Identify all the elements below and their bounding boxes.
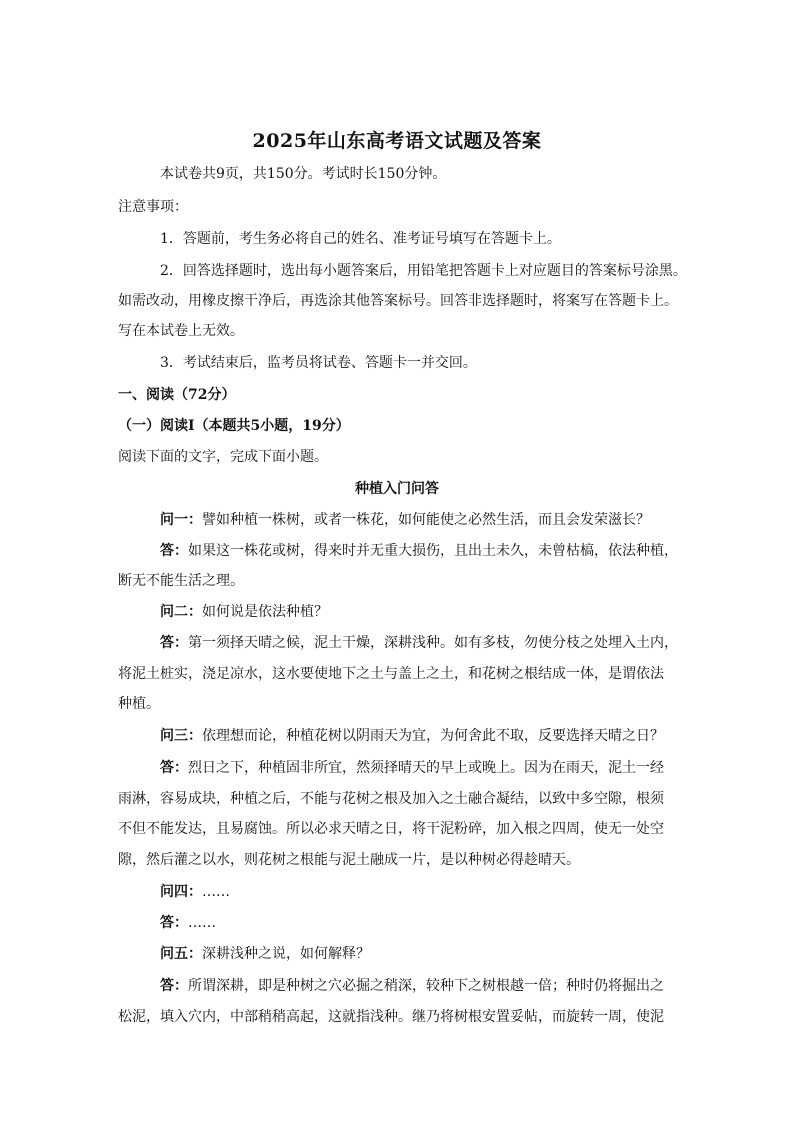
qa-label: 问五：: [160, 946, 202, 962]
qa-text: 种植。: [118, 696, 160, 712]
qa-line: [118, 850, 678, 870]
note-1: 1．答题前，考生务必将自己的姓名、准考证号填写在答题卡上。: [160, 231, 561, 247]
qa-text: 隙，然后灌之以水，则花树之根能与泥土融成一片，是以种树必得趁晴天。: [118, 852, 580, 868]
qa-text: 松泥，填入穴内，中部稍稍高起，这就指浅种。继乃将树根安置妥帖，而旋转一周，使泥: [118, 1009, 664, 1025]
qa-line: [118, 664, 678, 684]
qa-text: 烈日之下，种植固非所宜，然须择晴天的早上或晚上。因为在雨天，泥土一经: [188, 760, 664, 776]
qa-text: 将泥土桩实，浇足凉水，这水要使地下之土与盖上之土，和花树之根结成一体，是谓依法: [118, 666, 664, 682]
qa-label: 答：: [160, 978, 188, 994]
sub-section-heading: （一）阅读Ⅰ（本题共5小题，19分）: [118, 418, 350, 434]
passage-title: 种植入门问答: [355, 481, 439, 497]
notes-heading: 注意事项：: [118, 199, 188, 215]
qa-text: 所谓深耕，即是种树之穴必掘之稍深，较种下之树根越一倍；种时仍将掘出之: [188, 978, 664, 994]
qa-line: [160, 882, 720, 902]
instruction-text: 阅读下面的文字，完成下面小题。: [118, 449, 328, 465]
note-3: 3．考试结束后，监考员将试卷、答题卡一并交回。: [160, 355, 477, 371]
note-2-line-3: 写在本试卷上无效。: [118, 323, 244, 339]
qa-line: [160, 633, 720, 653]
qa-text: ……: [188, 915, 216, 931]
section-heading: 一、阅读（72分）: [118, 387, 236, 403]
qa-label: 答：: [160, 915, 188, 931]
qa-line: [160, 541, 720, 561]
qa-line: [160, 913, 720, 933]
note-2-line-2: 如需改动，用橡皮擦干净后，再选涂其他答案标号。回答非选择题时，将案写在答题卡上。: [118, 293, 678, 309]
qa-label: 答：: [160, 543, 188, 559]
qa-label: 问三：: [160, 728, 202, 744]
qa-text: 雨淋，容易成块，种植之后，不能与花树之根及加入之土融合凝结，以致中多空隙，根须: [118, 791, 664, 807]
qa-text: ……: [202, 884, 230, 900]
qa-line: [160, 944, 720, 964]
qa-text: 断无不能生活之理。: [118, 573, 244, 589]
qa-text: 依理想而论，种植花树以阴雨天为宜，为何舍此不取，反要选择天晴之日？: [202, 728, 664, 744]
qa-label: 问二：: [160, 604, 202, 620]
qa-line: [118, 789, 678, 809]
qa-text: 譬如种植一株树，或者一株花，如何能使之必然生活，而且会发荣滋长？: [202, 512, 650, 528]
qa-text: 不但不能发达，且易腐蚀。所以必求天晴之日，将干泥粉碎，加入根之四周，使无一处空: [118, 821, 664, 837]
qa-line: [160, 602, 720, 622]
qa-label: 答：: [160, 635, 188, 651]
qa-line: [160, 758, 720, 778]
qa-line: [160, 510, 720, 530]
qa-text: 深耕浅种之说，如何解释？: [202, 946, 370, 962]
qa-line: [160, 726, 720, 746]
qa-text: 如何说是依法种植？: [202, 604, 328, 620]
qa-line: [118, 1007, 678, 1027]
page-title: 2025年山东高考语文试题及答案: [252, 130, 542, 152]
exam-info: 本试卷共9页，共150分。考试时长150分钟。: [160, 166, 447, 182]
qa-line: [118, 694, 678, 714]
qa-label: 问一：: [160, 512, 202, 528]
qa-line: [160, 976, 720, 996]
qa-label: 问四：: [160, 884, 202, 900]
qa-text: 如果这一株花或树，得来时并无重大损伤，且出土未久，未曾枯槁，依法种植，: [188, 543, 678, 559]
note-2-line-1: 2．回答选择题时，选出每小题答案后，用铅笔把答题卡上对应题目的答案标号涂黑。: [160, 263, 687, 279]
qa-text: 第一须择天晴之候，泥土干燥，深耕浅种。如有多枝，勿使分枝之处埋入土内，: [188, 635, 678, 651]
qa-line: [118, 571, 678, 591]
qa-label: 答：: [160, 760, 188, 776]
qa-line: [118, 819, 678, 839]
